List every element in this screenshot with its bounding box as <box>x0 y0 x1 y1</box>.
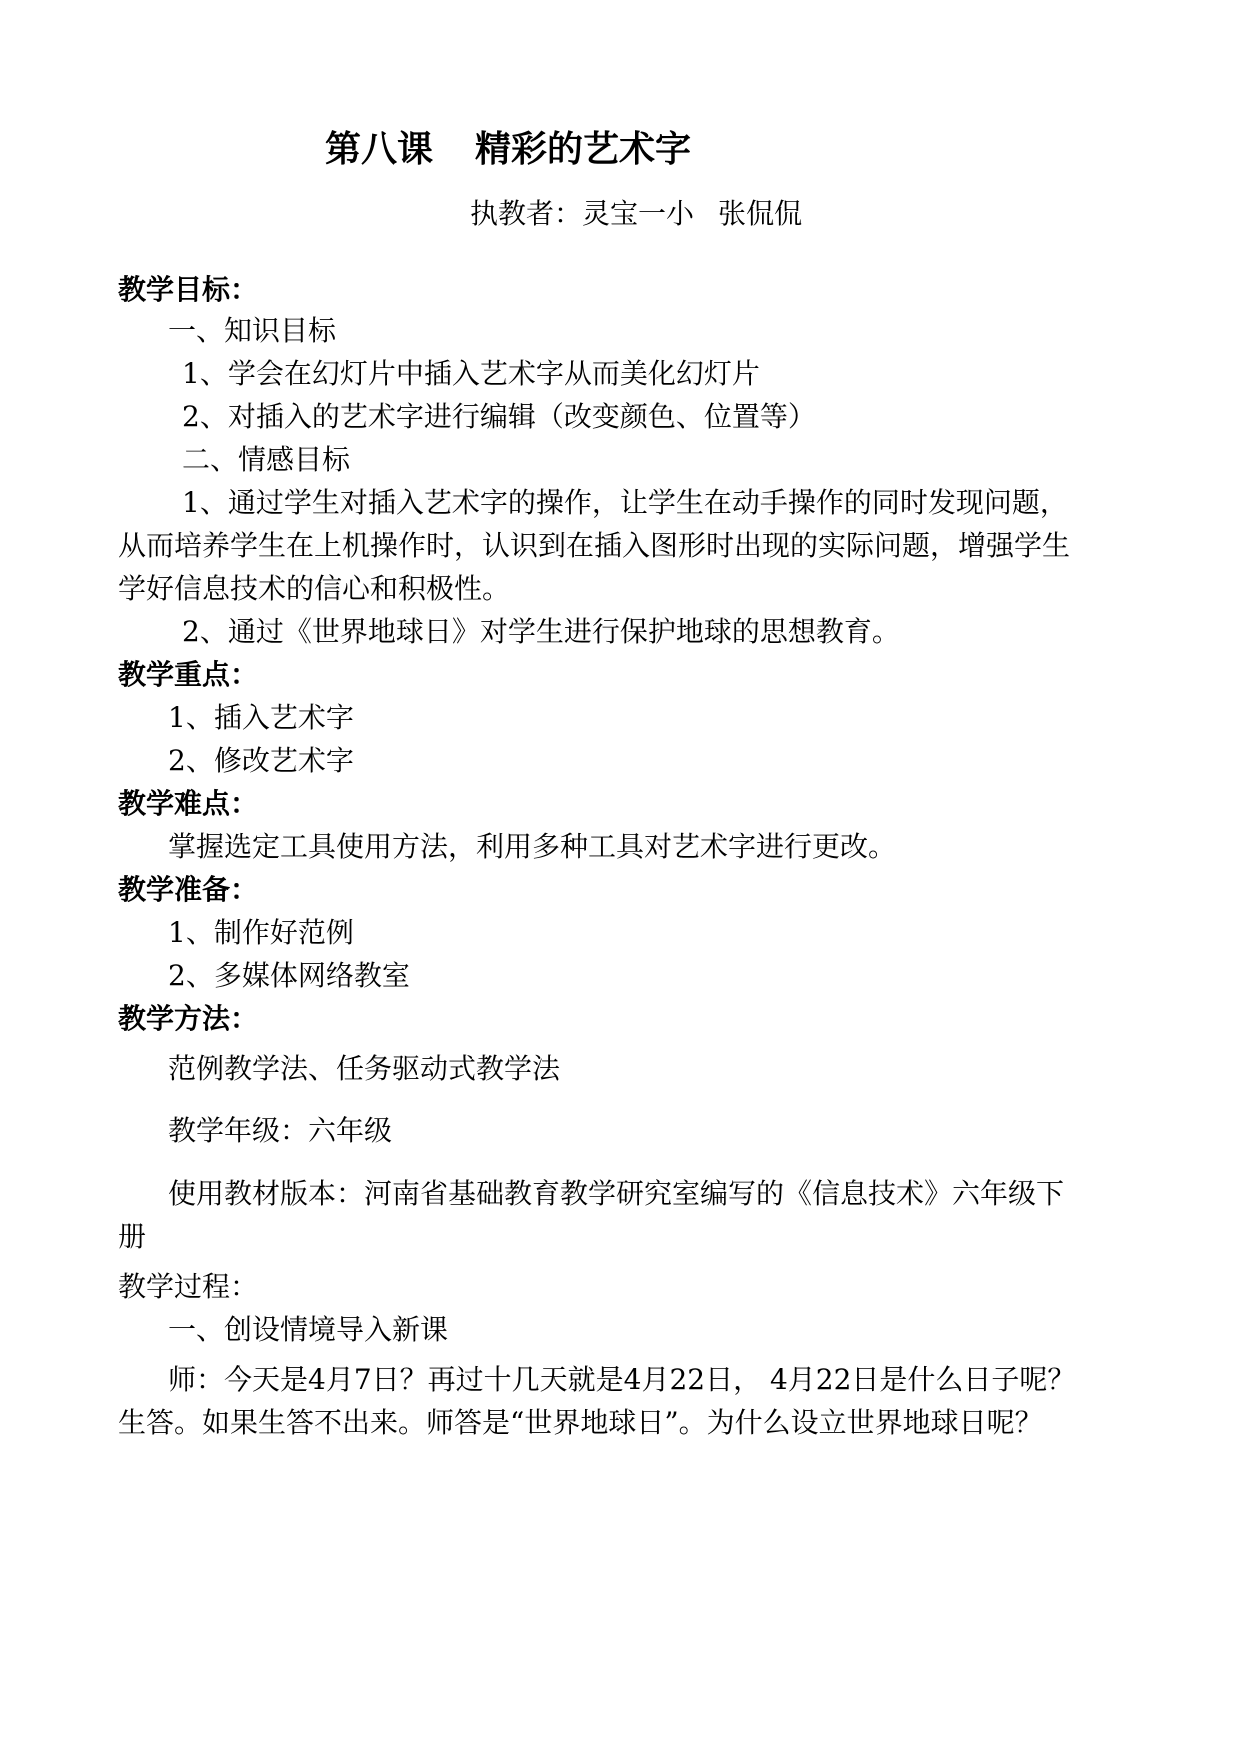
dialog-line: 师：今天是4月7日？再过十几天就是4月22日， 4月22日是什么日子呢？ <box>168 1363 1076 1396</box>
lesson-name: 精彩的艺术字 <box>475 128 692 170</box>
process-step: 一、创设情境导入新课 <box>168 1313 449 1346</box>
knowledge-item: 2、对插入的艺术字进行编辑（改变颜色、位置等） <box>182 400 816 433</box>
grade-text: 教学年级：六年级 <box>168 1114 393 1147</box>
emotion-item-line: 从而培养学生在上机操作时，认识到在插入图形时出现的实际问题，增强学生 <box>118 529 1071 562</box>
key-point-item: 1、插入艺术字 <box>168 701 354 734</box>
preparation-heading: 教学准备： <box>118 873 259 906</box>
key-points-heading: 教学重点： <box>118 658 259 691</box>
teacher-name: 张侃侃 <box>718 197 803 230</box>
difficulties-heading: 教学难点： <box>118 787 259 820</box>
knowledge-item: 1、学会在幻灯片中插入艺术字从而美化幻灯片 <box>182 357 760 390</box>
preparation-item: 1、制作好范例 <box>168 916 354 949</box>
dialog-line: 生答。如果生答不出来。师答是“世界地球日”。为什么设立世界地球日呢？ <box>118 1406 1043 1439</box>
lesson-title <box>325 127 691 171</box>
lesson-number: 第八课 <box>325 128 434 170</box>
emotion-item-line: 1、通过学生对插入艺术字的操作，让学生在动手操作的同时发现问题， <box>182 486 1068 519</box>
emotion-heading: 二、情感目标 <box>182 443 351 476</box>
textbook-line: 使用教材版本：河南省基础教育教学研究室编写的《信息技术》六年级下 <box>168 1177 1065 1210</box>
difficulties-text: 掌握选定工具使用方法，利用多种工具对艺术字进行更改。 <box>168 830 897 863</box>
process-heading: 教学过程： <box>118 1270 259 1303</box>
preparation-item: 2、多媒体网络教室 <box>168 959 410 992</box>
textbook-line: 册 <box>118 1220 147 1253</box>
emotion-item-line: 学好信息技术的信心和积极性。 <box>118 572 511 605</box>
teacher-line <box>470 196 802 232</box>
emotion-item: 2、通过《世界地球日》对学生进行保护地球的思想教育。 <box>182 615 900 648</box>
methods-heading: 教学方法： <box>118 1002 259 1035</box>
teacher-school: 执教者：灵宝一小 <box>470 197 695 230</box>
key-point-item: 2、修改艺术字 <box>168 744 354 777</box>
knowledge-heading: 一、知识目标 <box>168 314 337 347</box>
methods-text: 范例教学法、任务驱动式教学法 <box>168 1052 561 1085</box>
objectives-heading: 教学目标： <box>118 273 259 306</box>
